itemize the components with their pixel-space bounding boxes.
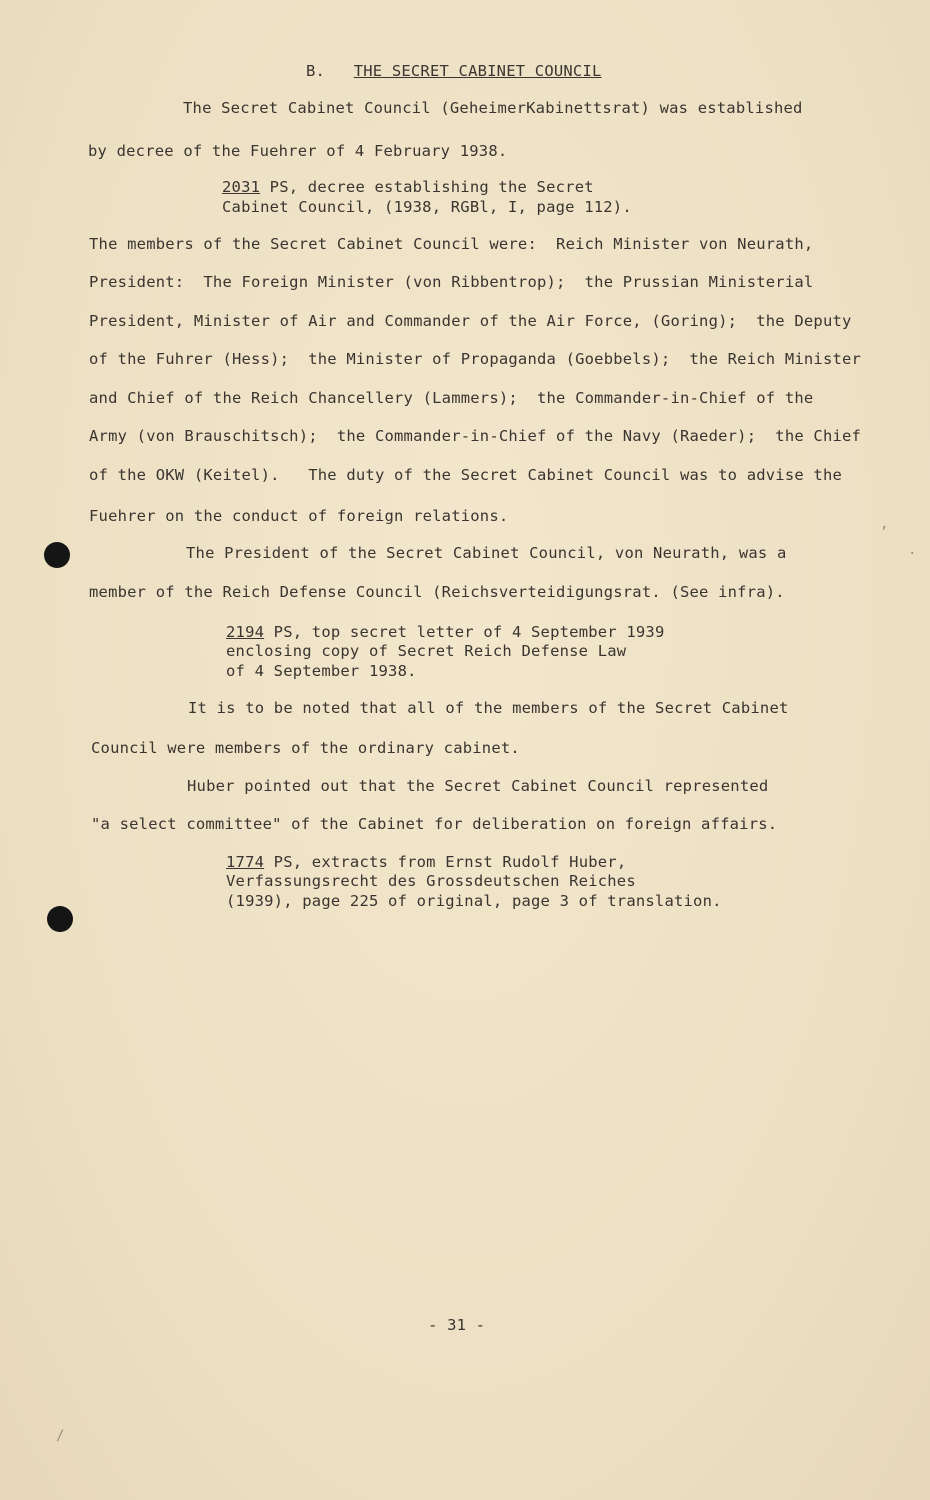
paragraph-line: "a select committee" of the Cabinet for deliberation on foreign affairs.: [91, 815, 778, 833]
citation-line: 2194 PS, top secret letter of 4 September 1939: [226, 623, 665, 641]
paper-mark: ,: [880, 516, 889, 532]
punch-hole: [47, 906, 73, 932]
citation-number: 2194: [226, 623, 265, 641]
paragraph-line: Fuehrer on the conduct of foreign relations.: [89, 507, 509, 525]
paragraph-line: The President of the Secret Cabinet Council, von Neurath, was a: [186, 544, 787, 562]
citation-line: 2031 PS, decree establishing the Secret: [222, 178, 594, 196]
page-number: - 31 -: [428, 1316, 486, 1334]
paragraph-line: Army (von Brauschitsch); the Commander-in-Chief of the Navy (Raeder); the Chief: [89, 427, 862, 445]
citation-line: Cabinet Council, (1938, RGBl, I, page 112).: [222, 198, 632, 216]
citation-number: 1774: [226, 853, 265, 871]
section-letter: B.: [306, 62, 326, 80]
paragraph-line: Council were members of the ordinary cabinet.: [91, 739, 520, 757]
paragraph-line: The Secret Cabinet Council (GeheimerKabinettsrat) was established: [183, 99, 803, 117]
paper-mark: /: [56, 1428, 65, 1444]
citation-line: of 4 September 1938.: [226, 662, 417, 680]
paragraph-line: of the OKW (Keitel). The duty of the Secret Cabinet Council was to advise the: [89, 466, 843, 484]
paragraph-line: and Chief of the Reich Chancellery (Lammers); the Commander-in-Chief of the: [89, 389, 814, 407]
paragraph-line: It is to be noted that all of the members of the Secret Cabinet: [188, 699, 789, 717]
paper-mark: ·: [908, 546, 917, 562]
citation-line: enclosing copy of Secret Reich Defense Law: [226, 642, 627, 660]
paragraph-line: President: The Foreign Minister (von Ribbentrop); the Prussian Ministerial: [89, 273, 814, 291]
paragraph-line: President, Minister of Air and Commander of the Air Force, (Goring); the Deputy: [89, 312, 852, 330]
citation-line: Verfassungsrecht des Grossdeutschen Reiches: [226, 872, 636, 890]
section-title: THE SECRET CABINET COUNCIL: [353, 62, 602, 80]
paragraph-line: by decree of the Fuehrer of 4 February 1938.: [88, 142, 508, 160]
punch-hole: [44, 542, 70, 568]
citation-line: (1939), page 225 of original, page 3 of translation.: [226, 892, 722, 910]
paragraph-line: Huber pointed out that the Secret Cabinet Council represented: [187, 777, 769, 795]
paragraph-line: of the Fuhrer (Hess); the Minister of Propaganda (Goebbels); the Reich Minister: [89, 350, 862, 368]
section-heading: [306, 62, 602, 80]
paragraph-line: member of the Reich Defense Council (Reichsverteidigungsrat. (See infra).: [89, 583, 785, 601]
citation-number: 2031: [222, 178, 261, 196]
paragraph-line: The members of the Secret Cabinet Council were: Reich Minister von Neurath,: [89, 235, 814, 253]
citation-line: 1774 PS, extracts from Ernst Rudolf Huber,: [226, 853, 627, 871]
